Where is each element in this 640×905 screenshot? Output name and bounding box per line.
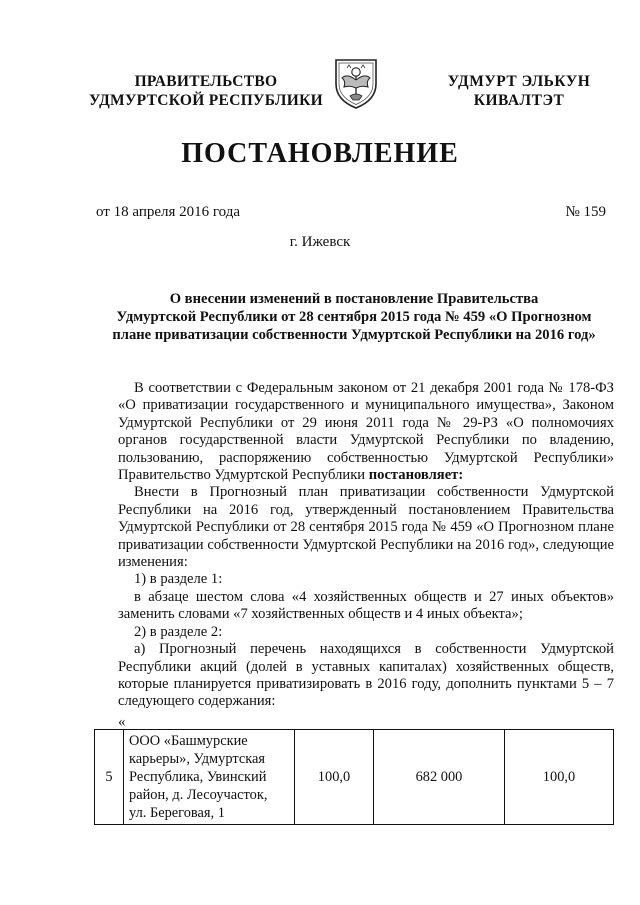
document-city: г. Ижевск: [289, 234, 351, 250]
paragraph-item-2a-text: а) Прогнозный перечень находящихся в собственности Удмуртской Республики акций (долей в уставных капиталах) хозяйственных обществ, которые планируется приватизировать в 2016 году, дополнить пунктами 5 – 7 следующего содержания:: [118, 641, 614, 710]
preamble-text: В соответствии с Федеральным законом от 21 декабря 2001 года № 178-ФЗ «О приватизации государственного и муниципального имущества», Законом Удмуртской Республики от 29 июня 2011 года № 29-РЗ «О полномочиях органов государственной власти Удмуртской Республики по владению, пользованию, распоряжению собственностью Удмуртской Республики» Правительство Удмуртской Республики: [118, 380, 614, 484]
paragraph-item-2: 2) в разделе 2:: [134, 623, 223, 640]
company-line-4: район, д. Лесоучасток,: [129, 787, 268, 803]
subject-line-3: плане приватизации собственности Удмуртской Республики на 2016 год»: [112, 327, 596, 343]
paragraph-preamble: [118, 380, 614, 484]
document-title: ПОСТАНОВЛЕНИЕ: [181, 138, 459, 169]
paragraph-resolution: Внести в Прогнозный план приватизации собственности Удмуртской Республики на 2016 год, утвержденный постановлением Правительства Удмуртской Республики от 28 сентября 2015 года № 459 «О Прогнозном плане приватизации собственности Удмуртской Республики на 2016 год», следующие изменения:: [118, 484, 614, 571]
org-name-udmurt: [430, 72, 608, 110]
org-name-udmurt-line1: УДМУРТ ЭЛЬКУН: [447, 73, 591, 90]
table-cell-number: 5: [95, 730, 124, 825]
document-subject: [96, 290, 612, 344]
table-cell-amount: 682 000: [374, 730, 505, 825]
document-number: № 159: [565, 204, 606, 220]
org-name-russian: [86, 72, 326, 110]
company-line-3: Республика, Увинский: [129, 769, 267, 785]
paragraph-item-1-text: в абзаце шестом слова «4 хозяйственных обществ и 27 иных объектов» заменить словами «7 хозяйственных обществ и 4 иных объекта»;: [118, 588, 614, 623]
org-name-russian-line1: ПРАВИТЕЛЬСТВО: [134, 73, 278, 90]
org-name-russian-line2: УДМУРТСКОЙ РЕСПУБЛИКИ: [88, 92, 323, 109]
document-date: от 18 апреля 2016 года: [96, 204, 241, 220]
company-line-2: карьеры», Удмуртская: [129, 751, 265, 767]
company-line-1: ООО «Башмурские: [129, 733, 248, 749]
table-cell-share: 100,0: [295, 730, 374, 825]
coat-of-arms-icon: [332, 56, 380, 110]
table-row: [95, 730, 614, 825]
document-body: [118, 380, 614, 711]
company-line-5: ул. Береговая, 1: [129, 805, 225, 821]
subject-line-1: О внесении изменений в постановление Правительства: [169, 291, 539, 307]
resolve-keyword: постановляет:: [368, 467, 464, 484]
table-cell-company: [124, 730, 295, 825]
org-name-udmurt-line2: КИВАЛТЭТ: [473, 92, 565, 109]
subject-line-2: Удмуртской Республики от 28 сентября 2015 года № 459 «О Прогнозном: [116, 309, 592, 325]
paragraph-item-1: 1) в разделе 1:: [134, 571, 223, 588]
table-cell-share-sold: 100,0: [505, 730, 614, 825]
opening-quote: «: [118, 714, 126, 730]
privatization-table: [94, 729, 614, 825]
